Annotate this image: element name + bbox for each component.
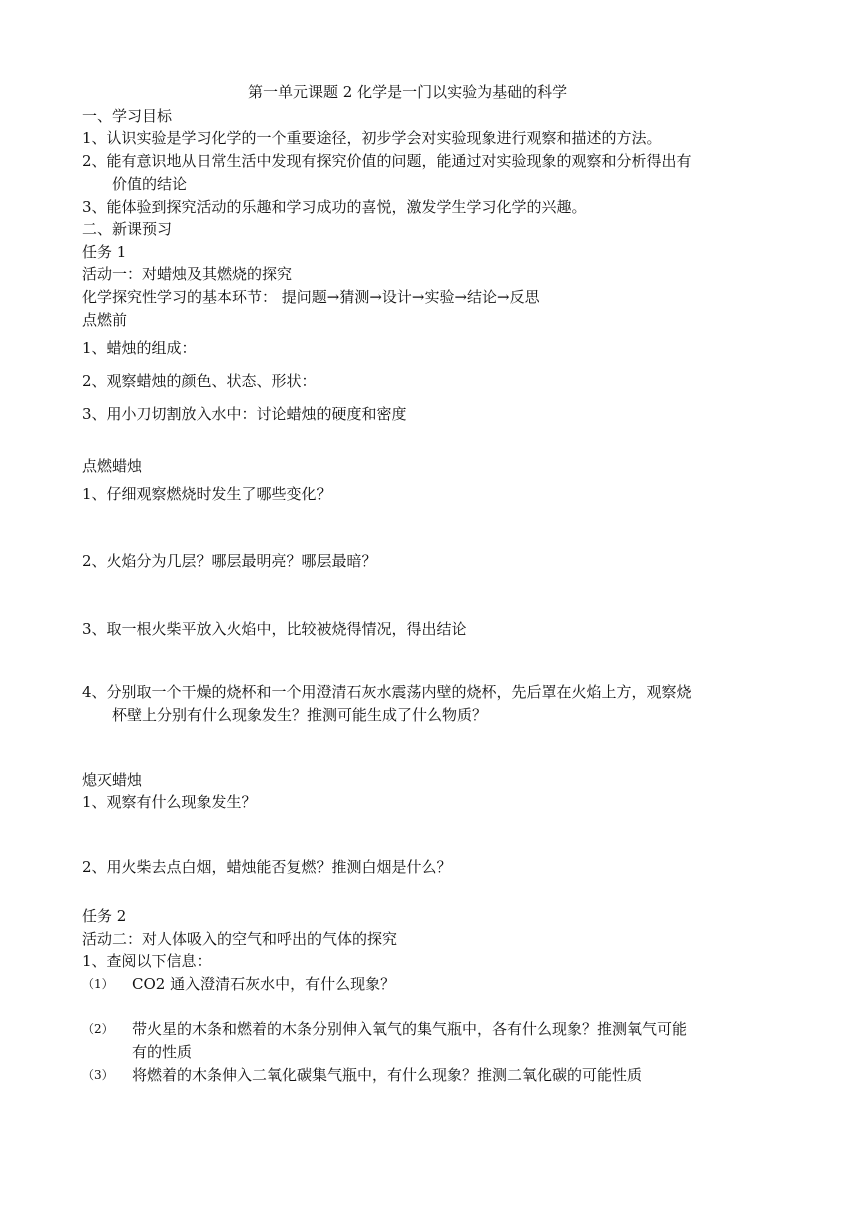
- inquiry-steps: 化学探究性学习的基本环节： 提问题→猜测→设计→实验→结论→反思: [82, 288, 540, 306]
- lighting-item-1: 1、仔细观察燃烧时发生了哪些变化？: [82, 485, 332, 503]
- objective-item-1: 1、认识实验是学习化学的一个重要途径，初步学会对实验现象进行观察和描述的方法。: [82, 129, 662, 147]
- objective-item-3: 3、能体验到探究活动的乐趣和学习成功的喜悦，激发学生学习化学的兴趣。: [82, 198, 587, 216]
- before-item-1: 1、蜡烛的组成：: [82, 339, 197, 357]
- lookup-heading: 1、查阅以下信息：: [82, 952, 212, 970]
- extinguish-item-2: 2、用火柴去点白烟，蜡烛能否复燃？推测白烟是什么？: [82, 858, 452, 876]
- lighting-item-3: 3、取一根火柴平放入火焰中，比较被烧得情况，得出结论: [82, 620, 467, 638]
- objective-item-2-continued: 价值的结论: [112, 175, 188, 193]
- extinguish-item-1: 1、观察有什么现象发生？: [82, 793, 257, 811]
- before-item-3: 3、用小刀切割放入水中：讨论蜡烛的硬度和密度: [82, 405, 407, 423]
- page-title: 第一单元课题 2 化学是一门以实验为基础的科学: [248, 83, 568, 101]
- section-heading-preview: 二、新课预习: [82, 220, 173, 238]
- info-number-2: （2）: [82, 1022, 114, 1036]
- info-item-3: 将燃着的木条伸入二氧化碳集气瓶中，有什么现象？推测二氧化碳的可能性质: [132, 1066, 643, 1084]
- lighting-item-4-continued: 杯壁上分别有什么现象发生？推测可能生成了什么物质？: [112, 706, 488, 724]
- objective-item-2: 2、能有意识地从日常生活中发现有探究价值的问题，能通过对实验现象的观察和分析得出有: [82, 152, 692, 170]
- activity-2-heading: 活动二：对人体吸入的空气和呼出的气体的探究: [82, 930, 398, 948]
- info-item-1: CO2 通入澄清石灰水中，有什么现象？: [132, 975, 396, 993]
- task-1-heading: 任务 1: [82, 243, 127, 261]
- info-item-2-continued: 有的性质: [132, 1043, 193, 1061]
- info-number-1: （1）: [82, 977, 114, 991]
- before-lighting-heading: 点燃前: [82, 311, 128, 329]
- lighting-item-4: 4、分别取一个干燥的烧杯和一个用澄清石灰水震荡内壁的烧杯，先后罩在火焰上方，观察烧: [82, 683, 692, 701]
- info-item-2: 带火星的木条和燃着的木条分别伸入氧气的集气瓶中，各有什么现象？推测氧气可能: [132, 1020, 688, 1038]
- lighting-heading: 点燃蜡烛: [82, 457, 143, 475]
- task-2-heading: 任务 2: [82, 907, 127, 925]
- section-heading-objectives: 一、学习目标: [82, 107, 173, 125]
- info-number-3: （3）: [82, 1068, 114, 1082]
- activity-1-heading: 活动一：对蜡烛及其燃烧的探究: [82, 265, 293, 283]
- before-item-2: 2、观察蜡烛的颜色、状态、形状：: [82, 372, 317, 390]
- lighting-item-2: 2、火焰分为几层？哪层最明亮？哪层最暗？: [82, 552, 377, 570]
- extinguish-heading: 熄灭蜡烛: [82, 771, 143, 789]
